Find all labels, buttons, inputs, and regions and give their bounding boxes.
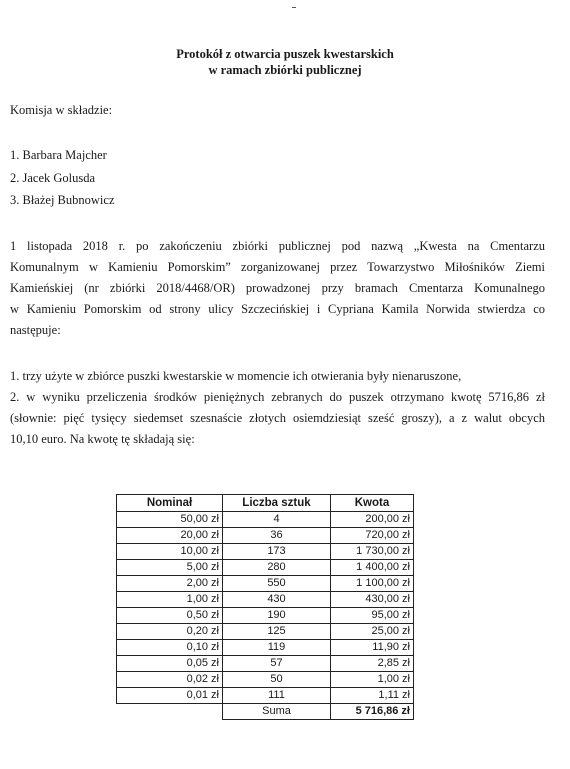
cell-denomination: 1,00 zł bbox=[117, 592, 223, 608]
table-row bbox=[117, 608, 414, 624]
findings-section bbox=[10, 368, 545, 452]
statement-paragraph bbox=[10, 238, 545, 343]
cell-amount: 200,00 zł bbox=[331, 512, 414, 528]
statement-line: następuje: bbox=[10, 323, 61, 337]
sum-empty-cell bbox=[117, 704, 223, 720]
cell-count: 119 bbox=[223, 640, 331, 656]
sum-label: Suma bbox=[223, 704, 331, 720]
denomination-table bbox=[116, 494, 414, 720]
table-row bbox=[117, 512, 414, 528]
cell-count: 50 bbox=[223, 672, 331, 688]
cell-amount: 11,90 zł bbox=[331, 640, 414, 656]
table-row bbox=[117, 560, 414, 576]
finding-point-2-line: (słownie: pięć tysięcy siedemset szesnaście złotych osiemdziesiąt sześć groszy), a z walut obcych bbox=[10, 411, 545, 425]
cell-denomination: 50,00 zł bbox=[117, 512, 223, 528]
finding-point-2-line: 10,10 euro. Na kwotę tę składają się: bbox=[10, 432, 195, 446]
cell-amount: 95,00 zł bbox=[331, 608, 414, 624]
table-row bbox=[117, 640, 414, 656]
table-row bbox=[117, 592, 414, 608]
statement-line: w Kamieniu Pomorskim od strony ulicy Szczecińskiej i Cypriana Kamila Norwida stwierdza co bbox=[10, 302, 545, 316]
statement-line: Komunalnym w Kamieniu Pomorskim” zorganizowanej przez Towarzystwo Miłośników Ziemi bbox=[10, 260, 545, 274]
table-row bbox=[117, 544, 414, 560]
table-row bbox=[117, 656, 414, 672]
document-title-line2: w ramach zbiórki publicznej bbox=[208, 63, 362, 77]
table-row bbox=[117, 576, 414, 592]
cell-count: 4 bbox=[223, 512, 331, 528]
cell-denomination: 0,05 zł bbox=[117, 656, 223, 672]
header-count: Liczba sztuk bbox=[223, 495, 331, 512]
cell-denomination: 10,00 zł bbox=[117, 544, 223, 560]
statement-line: Kamieńskiej (nr zbiórki 2018/4468/OR) prowadzonej przy bramach Cmentarza Komunalnego bbox=[10, 281, 545, 295]
cell-denomination: 0,02 zł bbox=[117, 672, 223, 688]
statement-line: 1 listopada 2018 r. po zakończeniu zbiórki publicznej pod nazwą „Kwesta na Cmentarzu bbox=[10, 239, 545, 253]
member-3: 3. Błażej Bubnowicz bbox=[10, 193, 115, 207]
commission-label: Komisja w składzie: bbox=[10, 103, 113, 117]
cell-denomination: 0,50 zł bbox=[117, 608, 223, 624]
member-1: 1. Barbara Majcher bbox=[10, 148, 107, 162]
sum-value: 5 716,86 zł bbox=[331, 704, 414, 720]
scan-mark bbox=[292, 7, 296, 8]
sum-row bbox=[117, 704, 414, 720]
cell-count: 550 bbox=[223, 576, 331, 592]
table-row bbox=[117, 624, 414, 640]
table-row bbox=[117, 672, 414, 688]
header-denomination: Nominał bbox=[117, 495, 223, 512]
cell-amount: 720,00 zł bbox=[331, 528, 414, 544]
cell-denomination: 0,10 zł bbox=[117, 640, 223, 656]
cell-count: 57 bbox=[223, 656, 331, 672]
cell-denomination: 20,00 zł bbox=[117, 528, 223, 544]
cell-denomination: 2,00 zł bbox=[117, 576, 223, 592]
cell-count: 173 bbox=[223, 544, 331, 560]
cell-count: 190 bbox=[223, 608, 331, 624]
cell-count: 280 bbox=[223, 560, 331, 576]
member-2: 2. Jacek Golusda bbox=[10, 171, 96, 185]
table-header-row bbox=[117, 495, 414, 512]
cell-amount: 2,85 zł bbox=[331, 656, 414, 672]
cell-denomination: 5,00 zł bbox=[117, 560, 223, 576]
cell-amount: 1 400,00 zł bbox=[331, 560, 414, 576]
table-row bbox=[117, 688, 414, 704]
cell-amount: 430,00 zł bbox=[331, 592, 414, 608]
cell-denomination: 0,20 zł bbox=[117, 624, 223, 640]
cell-count: 36 bbox=[223, 528, 331, 544]
finding-point-1: 1. trzy użyte w zbiórce puszki kwestarskie w momencie ich otwierania były nienaruszone, bbox=[10, 369, 462, 383]
cell-amount: 1 100,00 zł bbox=[331, 576, 414, 592]
table-row bbox=[117, 528, 414, 544]
cell-count: 430 bbox=[223, 592, 331, 608]
cell-amount: 1,00 zł bbox=[331, 672, 414, 688]
cell-amount: 1 730,00 zł bbox=[331, 544, 414, 560]
cell-count: 125 bbox=[223, 624, 331, 640]
document-title-line1: Protokół z otwarcia puszek kwestarskich bbox=[176, 47, 394, 61]
cell-amount: 25,00 zł bbox=[331, 624, 414, 640]
header-amount: Kwota bbox=[331, 495, 414, 512]
finding-point-2-line: 2. w wyniku przeliczenia środków pieniężnych zebranych do puszek otrzymano kwotę 5716,86 zł bbox=[10, 390, 545, 404]
cell-amount: 1,11 zł bbox=[331, 688, 414, 704]
cell-denomination: 0,01 zł bbox=[117, 688, 223, 704]
cell-count: 111 bbox=[223, 688, 331, 704]
